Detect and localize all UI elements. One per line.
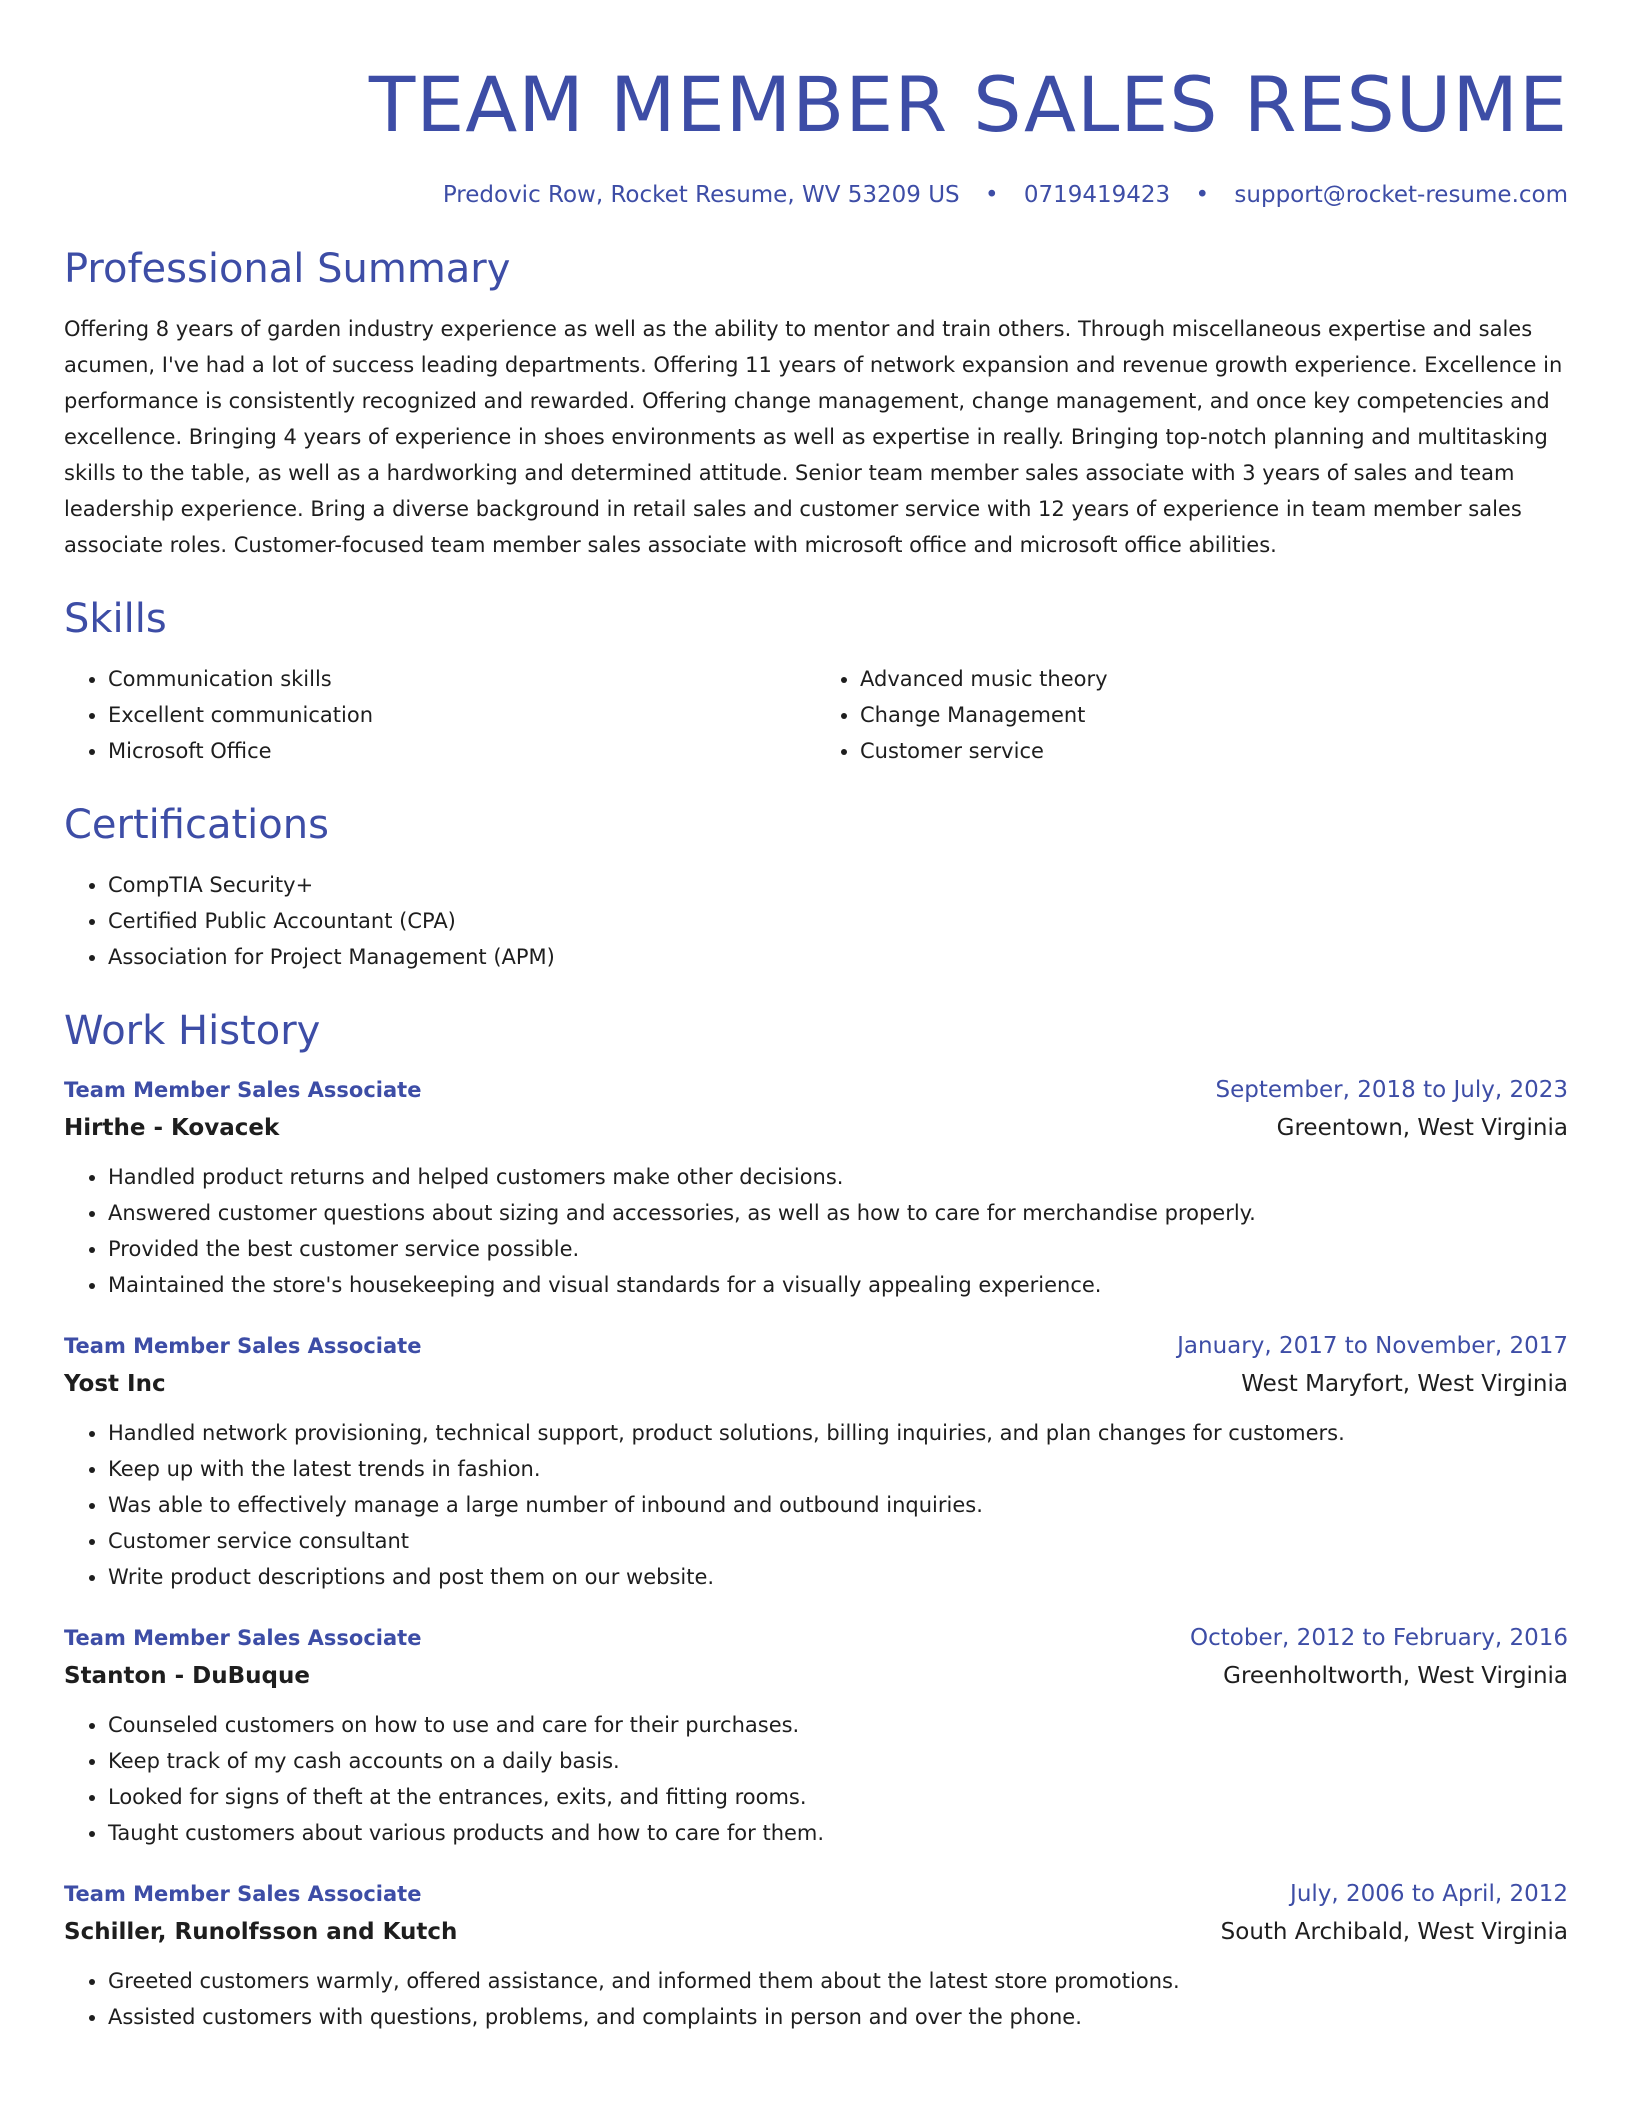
job-dates: October, 2012 to February, 2016 (1190, 1625, 1568, 1651)
job-company: Hirthe - Kovacek (64, 1115, 280, 1141)
job-location: Greentown, West Virginia (1276, 1115, 1568, 1141)
skill-item: • Advanced music theory (860, 661, 1568, 697)
job-bullet: • Counseled customers on how to use and care for their purchases. (108, 1707, 1568, 1743)
job-location: South Archibald, West Virginia (1220, 1919, 1568, 1945)
job-entry (64, 1327, 1568, 1595)
contact-line (64, 179, 1568, 211)
work-history-heading: Work History (64, 1008, 321, 1054)
summary-text: Offering 8 years of garden industry experience as well as the ability to mentor and train others. Through miscellaneous expertise and sales acumen, I've had a lot of success leading departments. Offering 11 years of network expansion and revenue growth experience. Excellence in performance is consistently recognized and rewarded. Offering change management, change management, and once key competencies and excellence. Bringing 4 years of experience in shoes environments as well as expertise in really. Bringing top-notch planning and multitasking skills to the table, as well as a hardworking and determined attitude. Senior team member sales associate with 3 years of sales and team leadership experience. Bring a diverse background in retail sales and customer service with 12 years of experience in team member sales associate roles. Customer-focused team member sales associate with microsoft office and microsoft office abilities. (64, 317, 1563, 557)
job-bullet: • Handled product returns and helped customers make other decisions. (108, 1159, 1568, 1195)
job-bullet: • Looked for signs of theft at the entrances, exits, and fitting rooms. (108, 1779, 1568, 1815)
job-bullet: • Greeted customers warmly, offered assistance, and informed them about the latest store promotions. (108, 1963, 1568, 1999)
job-dates: January, 2017 to November, 2017 (1177, 1333, 1568, 1359)
job-bullet: • Write product descriptions and post them on our website. (108, 1559, 1568, 1595)
certifications-heading: Certifications (64, 802, 329, 848)
certifications-list (64, 867, 1568, 975)
certification-item: • Association for Project Management (APM) (108, 939, 1568, 975)
job-bullet: • Assisted customers with questions, problems, and complaints in person and over the phone. (108, 1999, 1568, 2035)
job-title: Team Member Sales Associate (64, 1626, 422, 1650)
skills-heading: Skills (64, 596, 167, 642)
skills-column-right (816, 661, 1568, 769)
skill-item: • Change Management (860, 697, 1568, 733)
job-bullet: • Provided the best customer service possible. (108, 1231, 1568, 1267)
skill-item: • Customer service (860, 733, 1568, 769)
job-location: West Maryfort, West Virginia (1241, 1371, 1568, 1397)
contact-email[interactable]: support@rocket-resume.com (1234, 182, 1568, 208)
job-bullets (64, 1415, 1568, 1595)
job-company: Stanton - DuBuque (64, 1663, 310, 1689)
job-bullet: • Answered customer questions about sizing and accessories, as well as how to care for merchandise properly. (108, 1195, 1568, 1231)
job-bullets (64, 1707, 1568, 1851)
job-title: Team Member Sales Associate (64, 1334, 422, 1358)
job-bullet: • Maintained the store's housekeeping and visual standards for a visually appealing experience. (108, 1267, 1568, 1303)
skills-list (64, 661, 1568, 769)
job-title: Team Member Sales Associate (64, 1882, 422, 1906)
certification-item: • Certified Public Accountant (CPA) (108, 903, 1568, 939)
skill-item: • Communication skills (108, 661, 816, 697)
resume-title: TEAM MEMBER SALES RESUME (368, 60, 1568, 149)
job-bullet: • Keep up with the latest trends in fashion. (108, 1451, 1568, 1487)
job-bullet: • Taught customers about various products and how to care for them. (108, 1815, 1568, 1851)
job-entry (64, 1875, 1568, 2035)
skills-column-left (64, 661, 816, 769)
job-bullet: • Was able to effectively manage a large number of inbound and outbound inquiries. (108, 1487, 1568, 1523)
summary-heading: Professional Summary (64, 246, 511, 292)
contact-phone[interactable]: 0719419423 (1023, 182, 1171, 208)
contact-separator: • (1195, 182, 1210, 208)
job-bullet: • Keep track of my cash accounts on a daily basis. (108, 1743, 1568, 1779)
job-company: Yost Inc (64, 1371, 166, 1397)
job-bullet: • Handled network provisioning, technical support, product solutions, billing inquiries, and plan changes for customers. (108, 1415, 1568, 1451)
job-dates: September, 2018 to July, 2023 (1215, 1077, 1568, 1103)
contact-separator: • (984, 182, 999, 208)
job-entry (64, 1071, 1568, 1303)
job-location: Greenholtworth, West Virginia (1223, 1663, 1568, 1689)
contact-address: Predovic Row, Rocket Resume, WV 53209 US (442, 182, 960, 208)
job-bullets (64, 1159, 1568, 1303)
job-company: Schiller, Runolfsson and Kutch (64, 1919, 458, 1945)
job-bullet: • Customer service consultant (108, 1523, 1568, 1559)
skill-item: • Excellent communication (108, 697, 816, 733)
job-dates: July, 2006 to April, 2012 (1290, 1881, 1568, 1907)
certification-item: • CompTIA Security+ (108, 867, 1568, 903)
job-title: Team Member Sales Associate (64, 1078, 422, 1102)
job-bullets (64, 1963, 1568, 2035)
job-entry (64, 1619, 1568, 1851)
skill-item: • Microsoft Office (108, 733, 816, 769)
